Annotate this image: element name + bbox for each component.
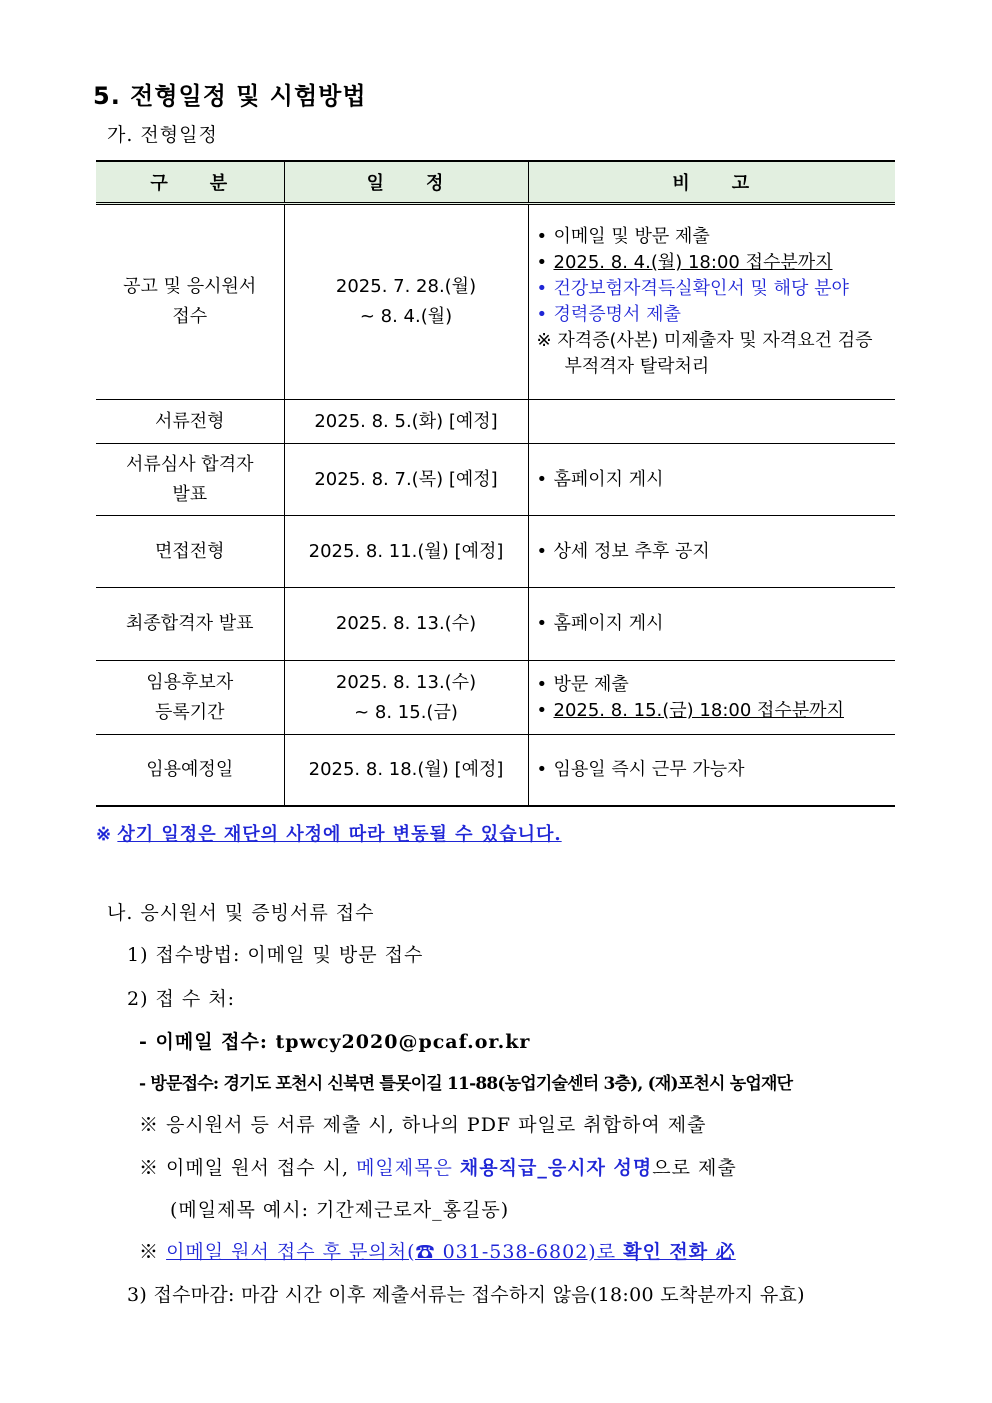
cell-category: 서류심사 합격자 발표 bbox=[96, 444, 284, 516]
cell-remarks bbox=[528, 516, 895, 588]
cell-schedule: 2025. 7. 28.(월) ~ 8. 4.(월) bbox=[284, 204, 528, 400]
submission-place-label: 2) 접 수 처: bbox=[127, 988, 236, 1010]
remark-note-continuation: 부적격자 탈락처리 bbox=[564, 356, 710, 377]
table-row bbox=[96, 735, 895, 806]
remark-bullet: • 건강보험자격득실확인서 및 해당 분야 bbox=[537, 276, 896, 302]
cell-remarks bbox=[528, 204, 895, 400]
pdf-note: ※ 응시원서 등 서류 제출 시, 하나의 PDF 파일로 취합하여 제출 bbox=[139, 1114, 707, 1136]
remark-continuation: • 경력증명서 제출 bbox=[537, 302, 896, 328]
remark-bullet: • 임용일 즉시 근무 가능자 bbox=[537, 757, 896, 783]
cell-schedule: 2025. 8. 18.(월) [예정] bbox=[284, 735, 528, 806]
table-row bbox=[96, 516, 895, 588]
schedule-change-warning: ※ 상기 일정은 재단의 사정에 따라 변동될 수 있습니다. bbox=[96, 824, 562, 845]
section-title: 5. 전형일정 및 시험방법 bbox=[93, 82, 367, 110]
cell-schedule: 2025. 8. 13.(수) bbox=[284, 588, 528, 661]
cell-category: 최종합격자 발표 bbox=[96, 588, 284, 661]
table-row bbox=[96, 661, 895, 735]
table-header-row bbox=[96, 161, 895, 204]
cell-schedule: 2025. 8. 5.(화) [예정] bbox=[284, 400, 528, 444]
cell-category: 서류전형 bbox=[96, 400, 284, 444]
cell-schedule: 2025. 8. 13.(수) ~ 8. 15.(금) bbox=[284, 661, 528, 735]
confirm-call-note: ※ 이메일 원서 접수 후 문의처(☎ 031-538-6802)로 확인 전화 必 bbox=[139, 1241, 736, 1263]
header-category: 구 분 bbox=[96, 161, 284, 204]
email-subject-note: ※ 이메일 원서 접수 시, 메일제목은 채용직급_응시자 성명으로 제출 bbox=[139, 1157, 737, 1179]
table-row bbox=[96, 204, 895, 400]
contact-phone: 이메일 원서 접수 후 문의처(☎ 031-538-6802)로 bbox=[166, 1241, 617, 1263]
remark-bullet: • 이메일 및 방문 제출 bbox=[537, 224, 896, 250]
cell-category: 임용예정일 bbox=[96, 735, 284, 806]
remark-bullet: • 방문 제출 bbox=[537, 672, 896, 698]
table-row bbox=[96, 588, 895, 661]
submission-method: 1) 접수방법: 이메일 및 방문 접수 bbox=[127, 944, 424, 966]
remark-bullet: • 홈페이지 게시 bbox=[537, 467, 896, 493]
table-row bbox=[96, 444, 895, 516]
cell-category: 임용후보자 등록기간 bbox=[96, 661, 284, 735]
submission-deadline: 3) 접수마감: 마감 시간 이후 제출서류는 접수하지 않음(18:00 도착분까지 유효) bbox=[127, 1284, 805, 1306]
cell-schedule: 2025. 8. 7.(목) [예정] bbox=[284, 444, 528, 516]
cell-remarks bbox=[528, 444, 895, 516]
remark-bullet: • 2025. 8. 4.(월) 18:00 접수분까지 bbox=[537, 250, 896, 276]
email-address[interactable]: tpwcy2020@pcaf.or.kr bbox=[275, 1031, 531, 1053]
header-remarks: 비 고 bbox=[528, 161, 895, 204]
email-submission: - 이메일 접수: tpwcy2020@pcaf.or.kr bbox=[139, 1031, 531, 1053]
remark-note: ※ 자격증(사본) 미제출자 및 자격요건 검증 bbox=[536, 330, 873, 351]
schedule-table bbox=[96, 160, 895, 807]
cell-category: 공고 및 응시원서 접수 bbox=[96, 204, 284, 400]
cell-remarks bbox=[528, 735, 895, 806]
visit-address: 경기도 포천시 신북면 틀못이길 11-88(농업기술센터 3층), (재)포천시 농업재단 bbox=[223, 1074, 793, 1094]
header-schedule: 일 정 bbox=[284, 161, 528, 204]
subsection-title-b: 나. 응시원서 및 증빙서류 접수 bbox=[107, 902, 375, 924]
cell-remarks bbox=[528, 588, 895, 661]
visit-submission: - 방문접수: 경기도 포천시 신북면 틀못이길 11-88(농업기술센터 3층), (재)포천시 농업재단 bbox=[139, 1074, 793, 1094]
table-row bbox=[96, 400, 895, 444]
cell-remarks bbox=[528, 661, 895, 735]
remark-bullet: • 홈페이지 게시 bbox=[537, 611, 896, 637]
email-subject-example: (메일제목 예시: 기간제근로자_홍길동) bbox=[170, 1199, 510, 1221]
remark-bullet: • 2025. 8. 15.(금) 18:00 접수분까지 bbox=[537, 698, 896, 724]
cell-category: 면접전형 bbox=[96, 516, 284, 588]
cell-remarks bbox=[528, 400, 895, 444]
cell-schedule: 2025. 8. 11.(월) [예정] bbox=[284, 516, 528, 588]
remark-bullet: • 상세 정보 추후 공지 bbox=[537, 539, 896, 565]
subsection-title-a: 가. 전형일정 bbox=[107, 124, 218, 146]
